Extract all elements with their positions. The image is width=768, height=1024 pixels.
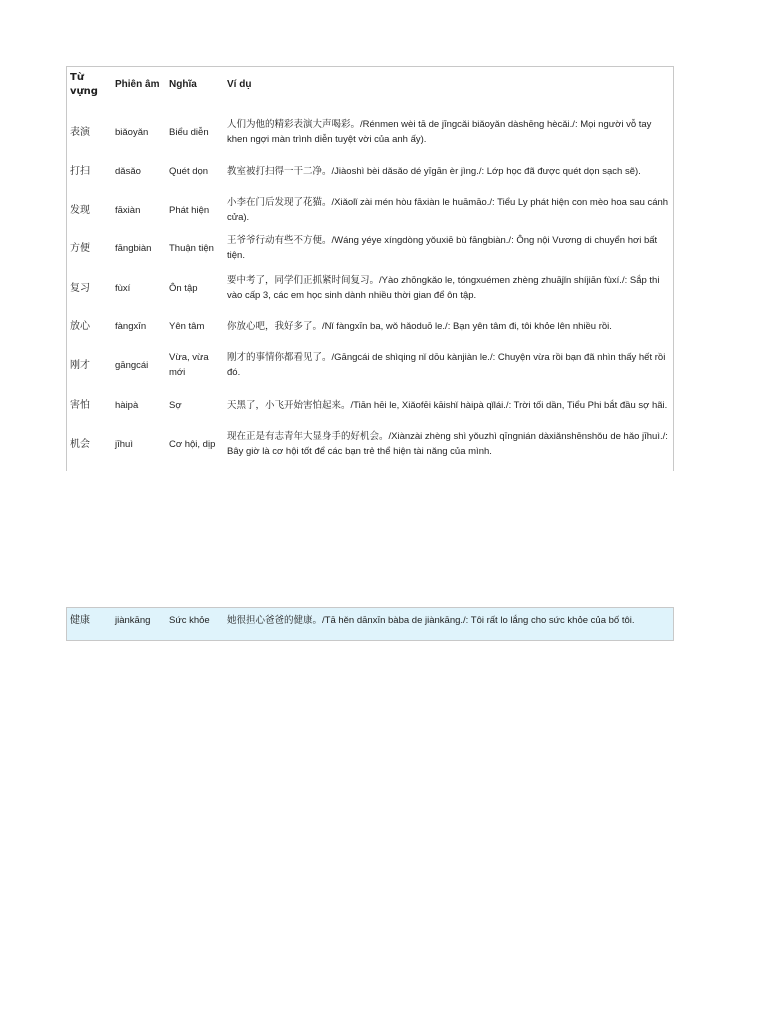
example-text: 刚才的事情你都看见了。/Gāngcái de shìqing nǐ dōu kànjiàn le./: Chuyện vừa rồi bạn đã nhìn thấy hết rồi đó. (227, 352, 666, 378)
cell-word: 发现 (70, 204, 90, 216)
cell-meaning: Thuận tiện (169, 242, 214, 254)
vocabulary-table (66, 66, 674, 471)
cell-meaning: Yên tâm (169, 320, 205, 332)
cell-word: 方便 (70, 242, 90, 254)
table-row (67, 194, 673, 226)
table-row (67, 397, 673, 413)
table-row (67, 318, 673, 334)
table-row (67, 428, 673, 460)
example-text: 现在正是有志青年大显身手的好机会。/Xiànzài zhèng shì yǒuzhì qīngnián dàxiǎnshēnshǒu de hǎo jīhuì./: Bây giờ là cơ hội tốt để các bạn trẻ thể hiện tài năng của mình. (227, 431, 668, 457)
cell-pinyin: jīhuì (115, 438, 133, 450)
cell-word: 刚才 (70, 359, 90, 371)
cell-word: 害怕 (70, 399, 90, 411)
header-meaning: Nghĩa (169, 79, 197, 90)
table-row (67, 272, 673, 304)
table-row (67, 115, 673, 149)
cell-word: 打扫 (70, 165, 90, 177)
cell-word: 放心 (70, 320, 90, 332)
cell-pinyin: biǎoyǎn (115, 126, 149, 138)
cell-word: 表演 (70, 126, 90, 138)
cell-meaning: Biểu diễn (169, 126, 209, 138)
example-text: 教室被打扫得一干二净。/Jiàoshì bèi dǎsǎo dé yīgān èr jìng./: Lớp học đã được quét dọn sạch sẽ). (227, 165, 641, 177)
cell-pinyin: fāngbiàn (115, 242, 152, 254)
cell-pinyin: fùxí (115, 282, 131, 294)
cell-meaning: Quét dọn (169, 165, 209, 177)
cell-word: 健康 (70, 614, 90, 626)
cell-example (227, 349, 673, 381)
cell-pinyin: dǎsǎo (115, 165, 141, 177)
cell-meaning: Phát hiện (169, 204, 210, 216)
cell-pinyin: fāxiàn (115, 204, 141, 216)
cell-meaning: Cơ hội, dịp (169, 438, 216, 450)
cell-example (227, 428, 673, 460)
table-header-row (67, 67, 673, 103)
cell-meaning: Vừa, vừa mới (169, 352, 209, 378)
cell-example (227, 318, 673, 334)
example-text: 你放心吧，我好多了。/Nǐ fàngxīn ba, wǒ hǎoduō le./: Bạn yên tâm đi, tôi khỏe lên nhiều rồi. (227, 320, 612, 332)
cell-meaning: Sức khỏe (169, 614, 210, 626)
cell-meaning: Ôn tập (169, 282, 198, 294)
cell-pinyin: jiànkāng (115, 614, 151, 626)
cell-pinyin: gāngcái (115, 359, 149, 371)
cell-example (227, 397, 673, 413)
example-text: 她很担心爸爸的健康。/Tā hěn dānxīn bàba de jiànkāng./: Tôi rất lo lắng cho sức khỏe của bố tôi. (227, 614, 635, 626)
example-text: 要中考了，同学们正抓紧时间复习。/Yào zhōngkǎo le, tóngxuémen zhèng zhuājǐn shíjiān fùxí./: Sắp thi vào cấp 3, các em học sinh dành nhiều thời gian để ôn tập. (227, 275, 660, 301)
cell-example (227, 235, 673, 261)
example-text: 王爷爷行动有些不方便。/Wáng yéye xíngdòng yǒuxiē bù fāngbiàn./: Ông nội Vương di chuyển hơi bất tiện. (227, 235, 658, 261)
example-text: 小李在门后发现了花猫。/Xiǎolǐ zài mén hòu fāxiàn le huāmāo./: Tiểu Ly phát hiện con mèo hoa sau cánh cửa). (227, 197, 669, 223)
table-row (67, 349, 673, 381)
header-example: Ví dụ (227, 79, 252, 90)
header-word: Từ vựng (70, 72, 98, 97)
cell-pinyin: fàngxīn (115, 320, 147, 332)
table-row (67, 235, 673, 261)
cell-example (227, 612, 673, 628)
cell-word: 复习 (70, 282, 90, 294)
cell-word: 机会 (70, 438, 90, 450)
cell-example (227, 272, 673, 304)
cell-example (227, 163, 673, 179)
example-text: 天黑了，小飞开始害怕起来。/Tiān hēi le, Xiǎofēi kāishǐ hàipà qǐlái./: Trời tối dần, Tiểu Phi bắt đầu sợ hãi. (227, 399, 668, 411)
cell-example (227, 115, 673, 149)
example-text: 人们为他的精彩表演大声喝彩。/Rénmen wèi tā de jīngcǎi biǎoyǎn dàshēng hècǎi./: Mọi người vỗ tay khen ngợi màn trình diễn tuyệt vời của anh ấy). (227, 119, 652, 145)
cell-meaning: Sợ (169, 399, 182, 411)
header-pinyin: Phiên âm (115, 79, 160, 90)
vocabulary-table-continued (66, 607, 674, 641)
table-row (67, 163, 673, 179)
cell-example (227, 194, 673, 226)
cell-pinyin: hàipà (115, 399, 139, 411)
table-row (67, 612, 673, 628)
